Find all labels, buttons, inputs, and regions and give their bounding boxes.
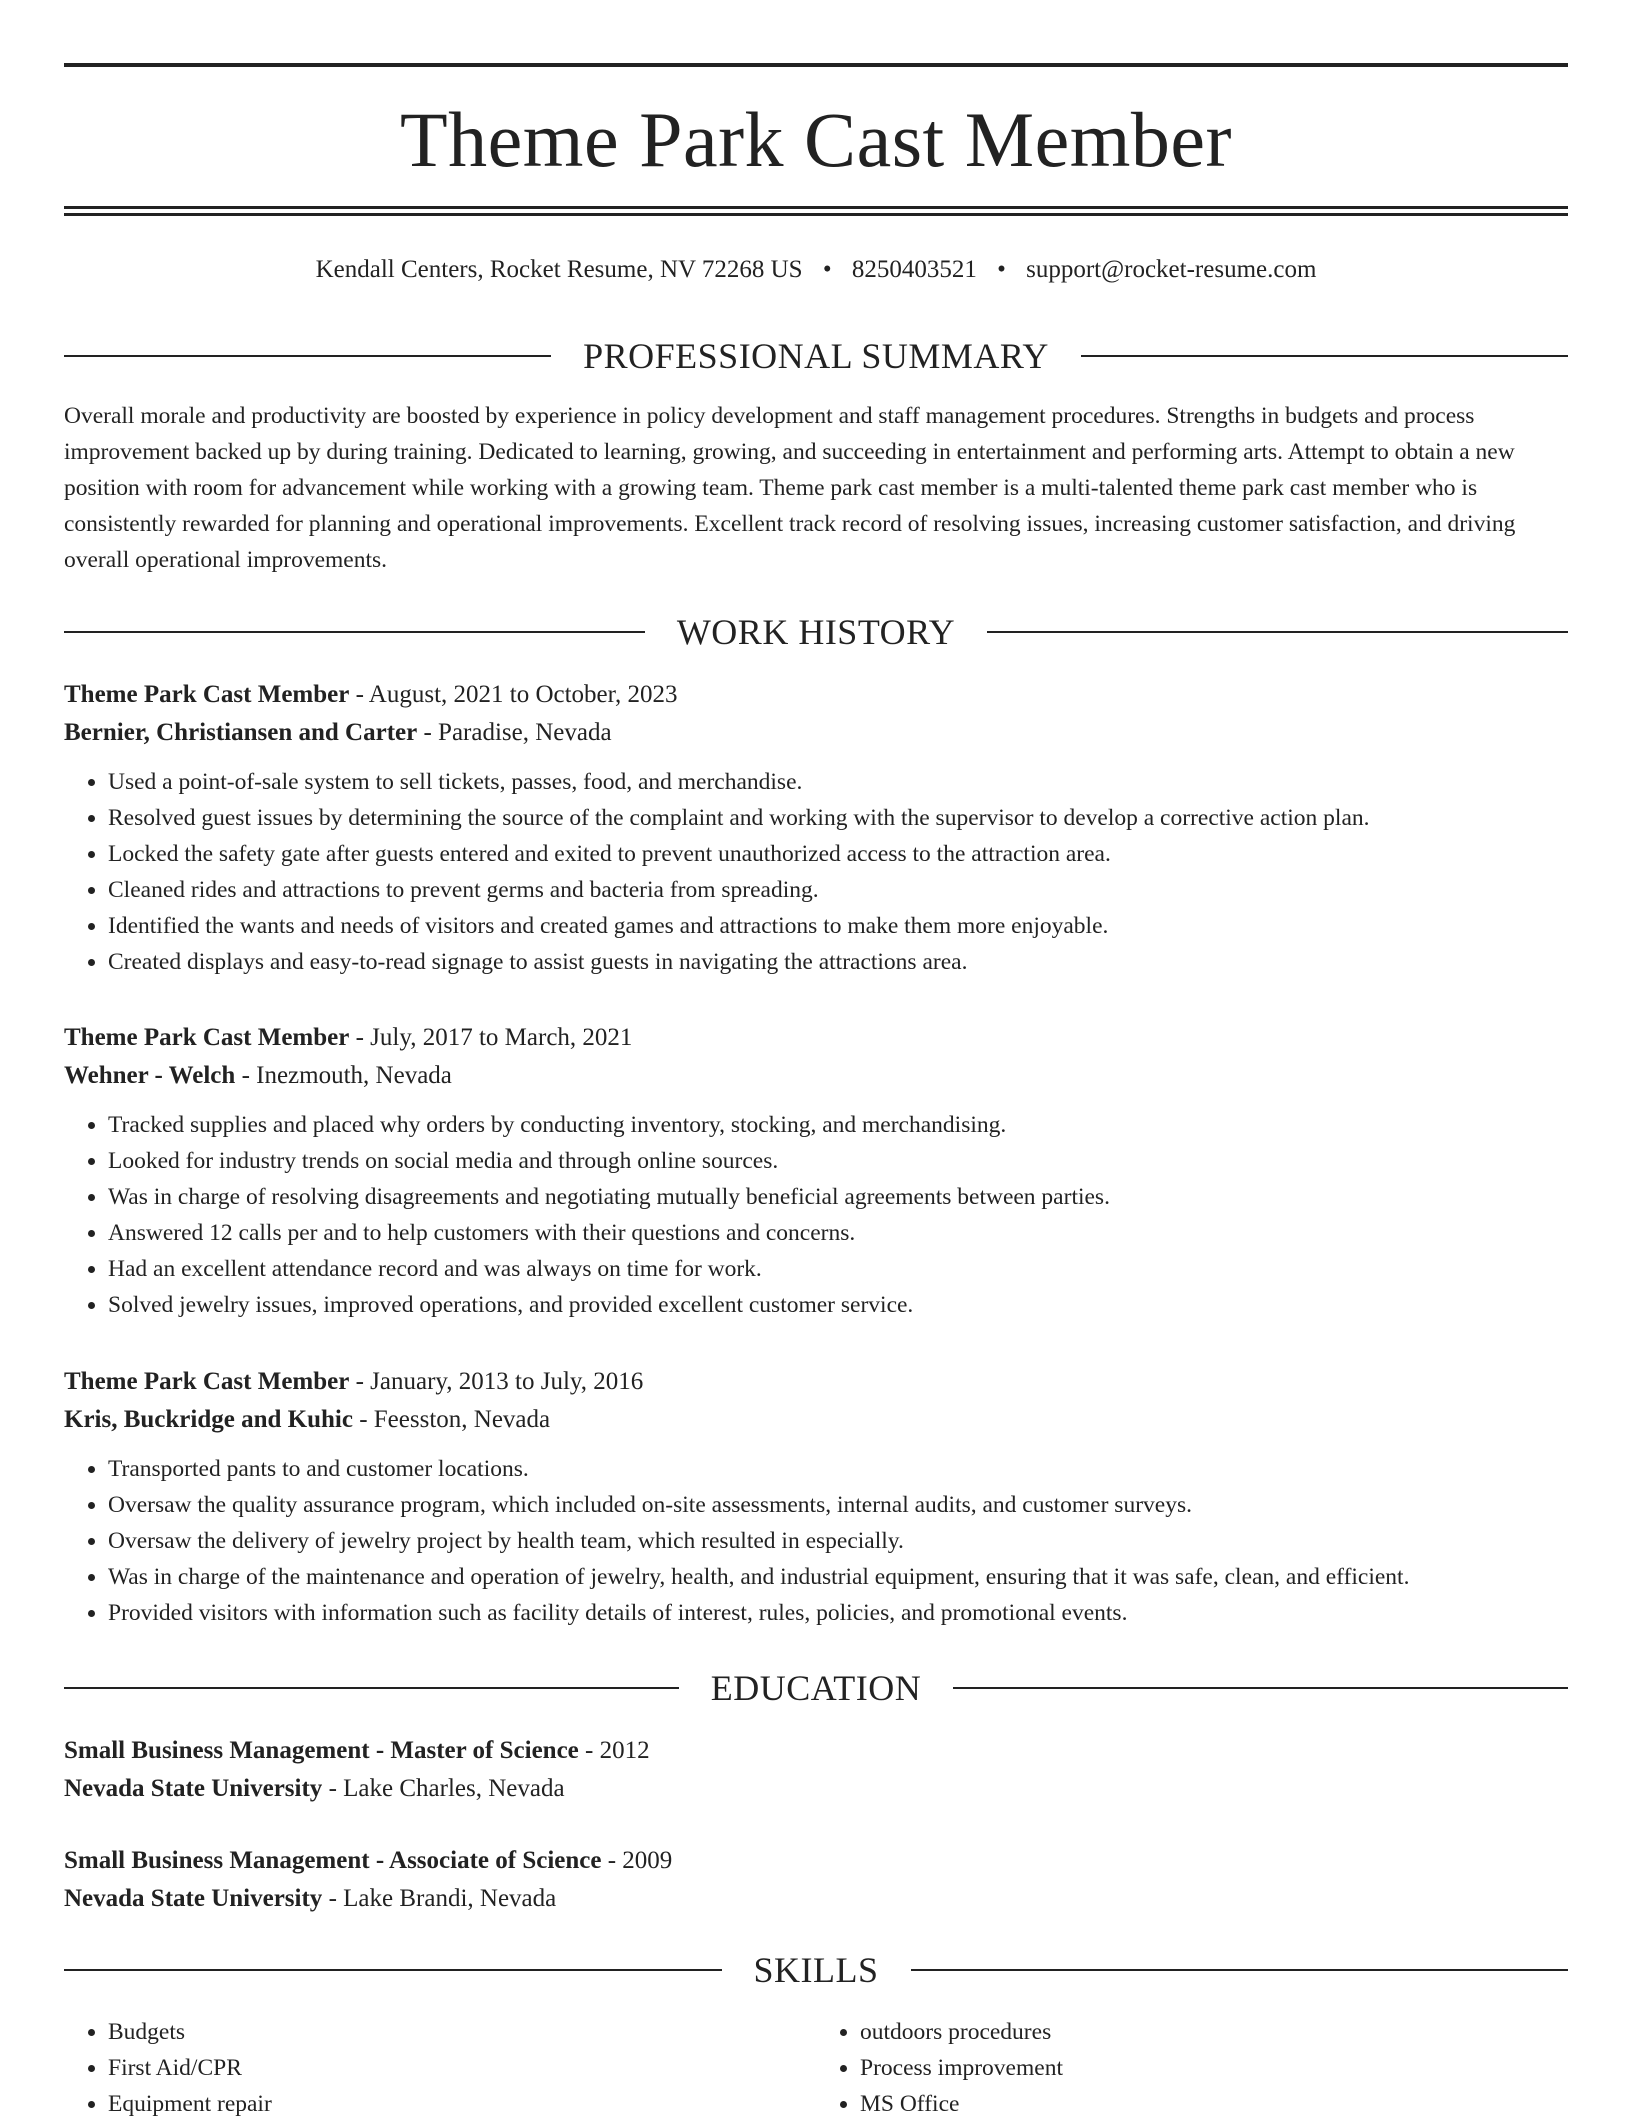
section-heading-work: [64, 610, 1568, 654]
job-location: - Feesston, Nevada: [352, 1406, 551, 1433]
job-title: Theme Park Cast Member: [64, 681, 350, 708]
job-title-line: [64, 676, 1568, 714]
job-dates: - July, 2017 to March, 2021: [349, 1024, 633, 1051]
education-degree: Small Business Management - Associate of Science: [64, 1847, 602, 1874]
job-title-line: [64, 1363, 1568, 1401]
job-entry: [64, 1019, 1568, 1323]
heading-rule: [64, 1687, 679, 1689]
job-bullet: • Resolved guest issues by determining the source of the complaint and working with the supervisor to develop a corrective action plan.: [108, 800, 1568, 836]
job-company: Wehner - Welch: [64, 1062, 236, 1089]
education-school-line: [64, 1770, 1568, 1808]
skill-item: • Budgets: [108, 2014, 816, 2050]
heading-rule: [64, 355, 551, 357]
job-bullets: [64, 1451, 1568, 1631]
job-bullet: • Identified the wants and needs of visitors and created games and attractions to make them more enjoyable.: [108, 908, 1568, 944]
contact-email: support@rocket-resume.com: [1026, 256, 1317, 283]
section-heading-education: [64, 1666, 1568, 1710]
job-bullet: • Locked the safety gate after guests entered and exited to prevent unauthorized access to the attraction area.: [108, 836, 1568, 872]
heading-rule: [911, 1969, 1569, 1971]
education-year: - 2009: [601, 1847, 673, 1874]
top-rule: [64, 63, 1568, 67]
job-bullet: • Answered 12 calls per and to help customers with their questions and concerns.: [108, 1215, 1568, 1251]
job-entry: [64, 1363, 1568, 1631]
education-entry: [64, 1842, 1568, 1918]
education-school-line: [64, 1880, 1568, 1918]
job-location: - Paradise, Nevada: [417, 719, 612, 746]
heading-rule: [987, 631, 1568, 633]
skills-column-left: [64, 2014, 816, 2122]
education-degree-line: [64, 1732, 1568, 1770]
education-degree-line: [64, 1842, 1568, 1880]
summary-text: Overall morale and productivity are boosted by experience in policy development and staff management procedures. Strengths in budgets and process improvement backed up by during training. Dedicated to learning, growing, and succeeding in entertainment and performing arts. Attempt to obtain a new position with room for advancement while working with a growing team. Theme park cast member is a multi-talented theme park cast member who is consistently rewarded for planning and operational improvements. Excellent track record of resolving issues, increasing customer satisfaction, and driving overall operational improvements.: [64, 403, 1516, 573]
heading-rule: [1081, 355, 1568, 357]
section-title: SKILLS: [753, 1950, 879, 1990]
education-school: Nevada State University: [64, 1775, 323, 1802]
section-title: PROFESSIONAL SUMMARY: [583, 336, 1049, 376]
job-title: Theme Park Cast Member: [64, 1368, 350, 1395]
skill-item: • First Aid/CPR: [108, 2050, 816, 2086]
job-bullet: • Provided visitors with information such as facility details of interest, rules, policies, and promotional events.: [108, 1595, 1568, 1631]
section-heading-summary: [64, 334, 1568, 378]
job-company-line: [64, 1057, 1568, 1095]
heading-rule: [64, 1969, 722, 1971]
contact-separator: •: [997, 256, 1006, 283]
section-title: WORK HISTORY: [676, 612, 956, 652]
job-title-line: [64, 1019, 1568, 1057]
education-school: Nevada State University: [64, 1885, 323, 1912]
education-degree: Small Business Management - Master of Science: [64, 1737, 579, 1764]
job-entry: [64, 676, 1568, 980]
job-location: - Inezmouth, Nevada: [235, 1062, 452, 1089]
job-company-line: [64, 714, 1568, 752]
job-bullet: • Looked for industry trends on social media and through online sources.: [108, 1143, 1568, 1179]
job-bullet: • Solved jewelry issues, improved operations, and provided excellent customer service.: [108, 1287, 1568, 1323]
job-bullet: • Oversaw the quality assurance program, which included on-site assessments, internal audits, and customer surveys.: [108, 1487, 1568, 1523]
skills-list: [64, 2014, 1568, 2122]
title-double-rule: [64, 206, 1568, 216]
job-bullet: • Created displays and easy-to-read signage to assist guests in navigating the attractions area.: [108, 944, 1568, 980]
job-company-line: [64, 1401, 1568, 1439]
section-heading-skills: [64, 1948, 1568, 1992]
section-title: EDUCATION: [710, 1668, 922, 1708]
job-bullet: • Had an excellent attendance record and was always on time for work.: [108, 1251, 1568, 1287]
contact-line: [64, 252, 1568, 288]
job-bullet: • Oversaw the delivery of jewelry project by health team, which resulted in especially.: [108, 1523, 1568, 1559]
job-dates: - January, 2013 to July, 2016: [349, 1368, 644, 1395]
education-location: - Lake Brandi, Nevada: [322, 1885, 557, 1912]
job-dates: - August, 2021 to October, 2023: [349, 681, 678, 708]
job-title: Theme Park Cast Member: [64, 1024, 350, 1051]
education-entry: [64, 1732, 1568, 1808]
contact-separator: •: [822, 256, 832, 283]
contact-address: Kendall Centers, Rocket Resume, NV 72268 US: [315, 256, 803, 283]
job-bullet: • Transported pants to and customer locations.: [108, 1451, 1568, 1487]
skill-item: • Equipment repair: [108, 2086, 816, 2122]
heading-rule: [64, 631, 645, 633]
job-company: Bernier, Christiansen and Carter: [64, 719, 418, 746]
skill-item: • Process improvement: [860, 2050, 1568, 2086]
skill-item: • MS Office: [860, 2086, 1568, 2122]
heading-rule: [953, 1687, 1568, 1689]
job-bullets: [64, 764, 1568, 980]
job-bullet: • Used a point-of-sale system to sell tickets, passes, food, and merchandise.: [108, 764, 1568, 800]
job-company: Kris, Buckridge and Kuhic: [64, 1406, 353, 1433]
skill-item: • outdoors procedures: [860, 2014, 1568, 2050]
contact-phone: 8250403521: [851, 256, 977, 283]
education-location: - Lake Charles, Nevada: [322, 1775, 565, 1802]
resume-title: Theme Park Cast Member: [400, 96, 1232, 183]
job-bullets: [64, 1107, 1568, 1323]
skills-column-right: [816, 2014, 1568, 2122]
job-bullet: • Cleaned rides and attractions to prevent germs and bacteria from spreading.: [108, 872, 1568, 908]
education-year: - 2012: [578, 1737, 650, 1764]
job-bullet: • Tracked supplies and placed why orders by conducting inventory, stocking, and merchandising.: [108, 1107, 1568, 1143]
job-bullet: • Was in charge of the maintenance and operation of jewelry, health, and industrial equipment, ensuring that it was safe, clean, and efficient.: [108, 1559, 1568, 1595]
job-bullet: • Was in charge of resolving disagreements and negotiating mutually beneficial agreements between parties.: [108, 1179, 1568, 1215]
